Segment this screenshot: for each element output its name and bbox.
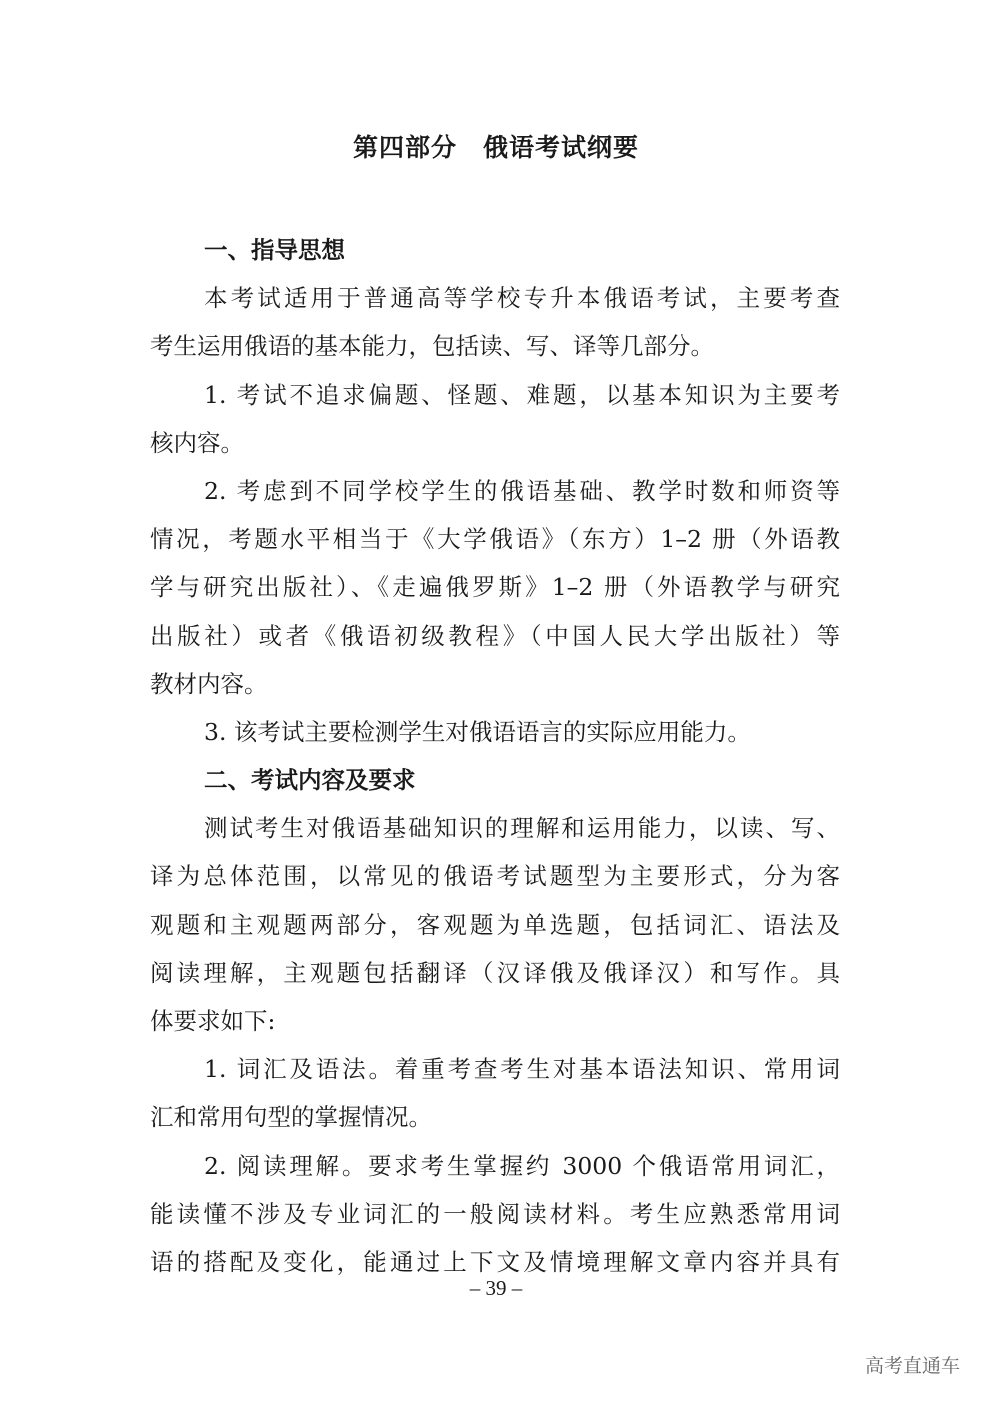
paragraph-line: 2. 阅读理解。要求考生掌握约 3000 个俄语常用词汇， — [204, 1151, 840, 1180]
paragraph-line: 汇和常用句型的掌握情况。 — [150, 1103, 432, 1132]
paragraph-line: 观题和主观题两部分，客观题为单选题，包括词汇、语法及 — [150, 910, 840, 939]
paragraph-line: 核内容。 — [150, 428, 244, 457]
paragraph-line: 本考试适用于普通高等学校专升本俄语考试，主要考查 — [204, 284, 840, 313]
paragraph-line: 体要求如下: — [150, 1007, 276, 1035]
paragraph-line: 学与研究出版社）、《走遍俄罗斯》1–2 册（外语教学与研究 — [150, 573, 840, 602]
section-heading: 一、指导思想 — [204, 236, 345, 264]
document-body — [150, 226, 840, 1286]
paragraph-line: 测试考生对俄语基础知识的理解和运用能力，以读、写、 — [204, 814, 840, 843]
paragraph-line: 3. 该考试主要检测学生对俄语语言的实际应用能力。 — [204, 717, 751, 746]
paragraph-line: 能读懂不涉及专业词汇的一般阅读材料。考生应熟悉常用词 — [150, 1199, 840, 1228]
page-number: – 39 – — [469, 1276, 523, 1300]
watermark-text: 高考直通车 — [864, 1355, 960, 1377]
paragraph-line: 出版社）或者《俄语初级教程》（中国人民大学出版社）等 — [150, 621, 840, 650]
section-heading: 二、考试内容及要求 — [204, 766, 416, 795]
paragraph-line: 2. 考虑到不同学校学生的俄语基础、教学时数和师资等 — [204, 476, 840, 505]
paragraph-line: 译为总体范围，以常见的俄语考试题型为主要形式，分为客 — [150, 862, 840, 891]
paragraph-line: 语的搭配及变化，能通过上下文及情境理解文章内容并具有 — [150, 1247, 840, 1276]
paragraph-line: 阅读理解，主观题包括翻译（汉译俄及俄译汉）和写作。具 — [150, 958, 840, 987]
paragraph-line: 情况，考题水平相当于《大学俄语》（东方）1–2 册（外语教 — [150, 525, 840, 554]
paragraph-line: 教材内容。 — [150, 669, 268, 698]
paragraph-line: 1. 词汇及语法。着重考查考生对基本语法知识、常用词 — [204, 1055, 840, 1084]
page-title: 第四部分 俄语考试纲要 — [352, 133, 639, 162]
paragraph-line: 考生运用俄语的基本能力，包括读、写、译等几部分。 — [150, 332, 714, 361]
paragraph-line: 1. 考试不追求偏题、怪题、难题，以基本知识为主要考 — [204, 380, 840, 409]
